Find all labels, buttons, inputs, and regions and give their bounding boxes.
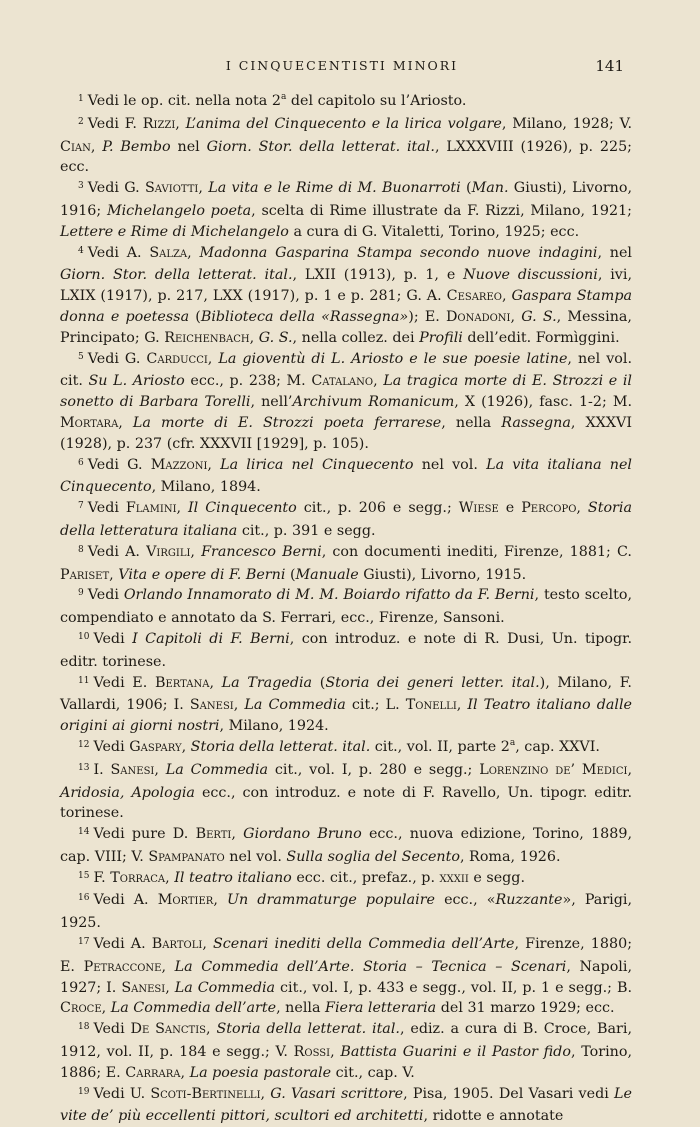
footnote-text: Vedi A. xyxy=(93,936,152,953)
italic-title: Giorn. Stor. della letterat. ital. xyxy=(60,267,293,284)
footnote xyxy=(60,760,632,824)
italic-title: Il Cinquecento xyxy=(188,500,297,517)
footnote-text: , xyxy=(260,1085,271,1102)
footnote xyxy=(60,868,632,891)
footnote-text: , xyxy=(209,674,222,691)
italic-title: Le vite de’ più eccellenti pittori, scultori ed architetti xyxy=(60,1085,632,1125)
footnote-text: Vedi U. xyxy=(93,1085,151,1102)
footnote-number: 2 xyxy=(78,116,84,127)
italic-title: Lettere e Rime di Michelangelo xyxy=(60,223,289,240)
italic-title: Giordano Bruno xyxy=(243,826,362,843)
footnote-number: 10 xyxy=(78,631,90,642)
footnote-text: , xyxy=(202,936,213,953)
italic-title: Storia della letterat. ital. xyxy=(216,1021,400,1038)
italic-title: Francesco Berni xyxy=(201,543,322,560)
footnote-text: ecc., « xyxy=(435,892,496,909)
footnote-text: Vedi A. xyxy=(93,892,158,909)
footnote-text: dell’edit. Formìggini. xyxy=(462,329,620,346)
author-name: Carrara xyxy=(125,1064,181,1081)
footnote-text: Giusti), Livorno, 1916; xyxy=(60,180,633,219)
author-name: Scoti-Bertinelli xyxy=(150,1085,261,1102)
footnote-text: , Roma, 1926. xyxy=(459,848,561,865)
italic-title: Vita e opere di F. Berni xyxy=(118,566,286,583)
footnote-text: cit., vol. II, parte 2 xyxy=(370,738,510,755)
page-number: 141 xyxy=(595,57,624,75)
footnote-text: ( xyxy=(285,566,296,583)
footnote-text: Vedi G. xyxy=(87,180,145,197)
author-name: Sanesi xyxy=(110,761,155,778)
footnote xyxy=(60,455,632,499)
footnote-text: Vedi xyxy=(93,738,130,755)
italic-title: Storia dei generi letter. ital. xyxy=(325,674,540,691)
footnote xyxy=(60,498,632,542)
italic-title: Aridosia, Apologia xyxy=(60,784,195,801)
footnote-text: , xyxy=(576,500,588,517)
footnote-text: , xyxy=(101,1000,111,1017)
footnote-text: ); E. xyxy=(408,308,446,325)
italic-title: Madonna Gasparina Stampa secondo nuove indagini xyxy=(199,244,598,261)
footnote-number: 4 xyxy=(78,245,84,256)
footnote-number: 12 xyxy=(78,739,90,750)
italic-title: Archivum Romanicum xyxy=(292,394,455,411)
footnote-text: , xyxy=(165,979,175,996)
italic-title: La gioventù di L. Ariosto e le sue poesie latine xyxy=(218,350,568,367)
italic-title: Un drammaturge populaire xyxy=(226,892,435,909)
footnote-text: Vedi A. xyxy=(87,543,147,560)
italic-title: Man. xyxy=(471,180,509,197)
footnote-number: 8 xyxy=(78,544,84,555)
footnote-text: , nell’ xyxy=(250,394,293,411)
footnote-text: , xyxy=(249,329,259,346)
italic-title: Fiera letteraria xyxy=(325,1000,437,1017)
footnote-text: Vedi le op. cit. nella nota xyxy=(87,93,272,109)
italic-title: La poesia pastorale xyxy=(189,1064,332,1081)
footnote-text: ( xyxy=(189,308,201,325)
footnote-text: , xyxy=(207,350,219,367)
footnote-text: , ediz. a cura di B. Croce, Bari, 1912, vol. II, p. 184 e segg.; V. xyxy=(60,1021,632,1061)
author-name: Petraccone xyxy=(83,958,162,975)
footnote-text: , nel vol. cit. xyxy=(60,350,633,390)
footnote-text: , xyxy=(161,958,175,975)
footnote-text: e segg. xyxy=(468,869,526,886)
footnote-text: , cap. XXVI. xyxy=(515,738,600,755)
footnote-text: , xyxy=(233,697,245,714)
author-name: Bertana xyxy=(154,674,210,691)
footnote-number: 19 xyxy=(78,1086,90,1097)
footnote xyxy=(60,934,632,1019)
footnote xyxy=(60,1084,632,1127)
footnote-text: nel vol. xyxy=(224,848,287,865)
footnote xyxy=(60,585,632,629)
italic-title: Storia della letteratura italiana xyxy=(60,500,632,539)
footnote-text: , xyxy=(190,543,202,560)
footnote-text: a cura di G. Vitaletti, Torino, 1925; ecc. xyxy=(288,223,580,240)
italic-title: La Commedia xyxy=(165,761,269,778)
author-name: Bartoli xyxy=(151,936,203,953)
footnote-number: 15 xyxy=(78,870,90,881)
footnote xyxy=(60,1019,632,1083)
footnote-number: 6 xyxy=(78,457,84,468)
author-name: Cian xyxy=(60,138,91,155)
author-name: Lorenzino de’ Medici xyxy=(479,761,628,778)
footnote-text: ecc., p. 238; M. xyxy=(184,373,312,390)
author-name: Mortier xyxy=(157,892,214,909)
footnote-text: , xyxy=(176,500,189,517)
footnote-text: , LXXXVIII (1926), p. 225; ecc. xyxy=(60,138,632,176)
author-name: xxxii xyxy=(439,869,469,886)
footnote-text: , con documenti inediti, Firenze, 1881; C. xyxy=(321,543,632,560)
footnote xyxy=(60,673,632,737)
footnote-text: , xyxy=(456,697,468,714)
author-name: Sanesi xyxy=(121,979,166,996)
footnote-text: , testo scelto, compendiato e annotato da S. Ferrari, ecc., Firenze, Sansoni. xyxy=(60,587,632,627)
author-name: Flamini xyxy=(125,500,177,517)
author-name: Reichenbach xyxy=(164,329,250,346)
footnote-text: cit., p. 206 e segg.; xyxy=(296,500,459,517)
italic-title: La Commedia dell’Arte. Storia – Tecnica – Scenari xyxy=(174,958,567,975)
footnote xyxy=(60,890,632,934)
footnote-text: , con introduz. e note di R. Dusi, Un. tipogr. editr. torinese. xyxy=(60,630,632,670)
footnote-text: , Messina, Principato; G. xyxy=(60,308,632,346)
italic-title: Profili xyxy=(419,329,463,346)
author-name: Carducci xyxy=(146,350,208,367)
footnote-number: 18 xyxy=(78,1022,90,1033)
footnote-text: Vedi G. xyxy=(87,350,147,367)
footnote-text: , LXII (1913), p. 1, e xyxy=(292,267,464,284)
footnote xyxy=(60,349,632,455)
footnote-text: , xyxy=(181,738,191,755)
footnote-text: , xyxy=(175,115,186,132)
superscript: a xyxy=(509,738,516,749)
author-name: Donadoni xyxy=(445,308,511,325)
footnote-text: del 31 marzo 1929; ecc. xyxy=(436,1000,615,1017)
superscript: a xyxy=(280,92,287,103)
author-name: Wiese xyxy=(458,500,499,517)
footnote xyxy=(60,824,632,868)
italic-title: Il teatro italiano xyxy=(174,869,292,886)
author-name: Virgili xyxy=(146,543,191,560)
footnote-number: 1 xyxy=(78,94,84,104)
italic-title: Rassegna xyxy=(501,414,571,431)
italic-title: La vita italiana nel Cinquecento xyxy=(60,456,632,496)
italic-title: G. S. xyxy=(521,308,557,325)
italic-title: Ruzzante xyxy=(495,892,563,909)
author-name: Berti xyxy=(195,826,232,843)
italic-title: G. S. xyxy=(258,329,293,346)
footnote-text: ), Milano, F. Vallardi, 1906; I. xyxy=(60,674,632,714)
author-name: Mortara xyxy=(60,414,119,431)
author-name: Pariset xyxy=(60,566,110,583)
footnote-text: , xyxy=(231,826,244,843)
footnote-text: , nella collez. dei xyxy=(292,329,420,346)
italic-title: Su L. Ariosto xyxy=(88,373,185,390)
footnote-text: , Torino, 1886; E. xyxy=(60,1044,633,1081)
footnote-text: , xyxy=(90,138,103,155)
footnote-text: , nella xyxy=(276,1000,326,1017)
footnote-text: , Milano, 1928; V. xyxy=(501,115,633,132)
italic-title: La Commedia xyxy=(174,979,276,996)
footnote-text: , xyxy=(510,308,522,325)
italic-title: La lirica nel Cinquecento xyxy=(220,456,414,473)
footnote-text: Vedi A. xyxy=(87,244,150,261)
footnote-text: cit.; L. xyxy=(345,697,406,714)
italic-title: Sulla soglia del Secento xyxy=(286,848,460,865)
footnote-text: , X (1926), fasc. 1-2; M. xyxy=(454,394,633,411)
footnote-number: 17 xyxy=(78,937,90,948)
footnote-text: cit., vol. I, p. 433 e segg., vol. II, p. 1 e segg.; B. xyxy=(275,979,633,996)
italic-title: L’anima del Cinquecento e la lirica volgare xyxy=(185,115,502,132)
footnote-text: 2 xyxy=(271,93,281,109)
footnote-text: Vedi xyxy=(87,500,126,517)
footnote-text: Vedi xyxy=(93,1021,131,1038)
footnote-text: , ivi, LXIX (1917), p. 217, LXX (1917), p. 1 e p. 281; G. A. xyxy=(60,267,632,305)
italic-title: I Capitoli di F. Berni xyxy=(132,630,290,647)
italic-title: Storia della letterat. ital. xyxy=(190,738,371,755)
author-name: Salza xyxy=(149,244,188,261)
footnote-text: , xyxy=(154,761,166,778)
italic-title: Biblioteca della «Rassegna» xyxy=(200,308,409,325)
italic-title: P. Bembo xyxy=(102,138,171,155)
footnote-text: , Napoli, 1927; I. xyxy=(60,958,632,996)
footnote-text: Vedi pure D. xyxy=(93,826,196,843)
footnote-text: , xyxy=(118,414,133,431)
italic-title: La morte di E. Strozzi poeta ferrarese xyxy=(132,414,442,431)
author-name: Sanesi xyxy=(189,697,234,714)
author-name: Rizzi xyxy=(142,115,176,132)
footnote xyxy=(60,91,632,114)
author-name: Cesareo xyxy=(446,288,502,305)
footnote-text: nel xyxy=(170,138,207,155)
footnote-text: cit., cap. V. xyxy=(331,1064,415,1081)
footnote-text: Vedi xyxy=(93,630,133,647)
italic-title: G. Vasari scrittore xyxy=(270,1085,404,1102)
footnote-text: , xyxy=(165,869,175,886)
footnote-number: 9 xyxy=(78,588,84,599)
footnote-text: , nella xyxy=(441,414,502,431)
author-name: Tonelli xyxy=(405,697,457,714)
italic-title: La Tragedia xyxy=(221,674,313,691)
footnote-text: , scelta di Rime illustrate da F. Rizzi, Milano, 1921; xyxy=(251,202,632,219)
footnote xyxy=(60,178,632,242)
author-name: Catalano xyxy=(311,373,374,390)
footnote-text: ( xyxy=(312,674,326,691)
footnote-text: , Firenze, 1880; E. xyxy=(60,936,633,975)
footnote-text: , ridotte e annotate xyxy=(423,1108,564,1125)
footnote-text: cit., vol. I, p. 280 e segg.; xyxy=(268,761,480,778)
footnote-text: , xyxy=(627,761,632,778)
author-name: Rossi xyxy=(293,1044,331,1061)
footnote-number: 14 xyxy=(78,827,90,838)
footnote-text: , xyxy=(213,892,227,909)
footnote-text: , Milano, 1924. xyxy=(219,718,329,735)
footnote-text: , Milano, 1894. xyxy=(151,479,261,496)
italic-title: La tragica morte di E. Strozzi e il sonetto di Barbara Torelli xyxy=(60,373,632,411)
footnote-text: del capitolo su l’Ariosto. xyxy=(286,93,467,109)
italic-title: Orlando Innamorato di M. M. Boiardo rifatto da F. Berni xyxy=(123,587,535,604)
footnote-text: cit., p. 391 e segg. xyxy=(237,522,376,539)
footnote-text: , xyxy=(109,566,119,583)
italic-title: La vita e le Rime di M. Buonarroti xyxy=(208,180,461,197)
footnote-text: ( xyxy=(460,180,472,197)
footnote-text: Vedi E. xyxy=(93,674,155,691)
running-title: I CINQUECENTISTI MINORI xyxy=(225,58,459,73)
author-name: De Sanctis xyxy=(130,1021,207,1038)
footnote xyxy=(60,542,632,586)
italic-title: Michelangelo poeta xyxy=(106,202,252,219)
footnote-text: », Parigi, 1925. xyxy=(60,892,632,932)
footnote-text: ecc. cit., prefaz., p. xyxy=(291,869,440,886)
author-name: Gaspary xyxy=(129,738,182,755)
author-name: Torraca xyxy=(110,869,166,886)
footnote-text: Vedi G. xyxy=(87,456,151,473)
author-name: Mazzoni xyxy=(150,456,208,473)
footnote-text: Vedi F. xyxy=(87,115,143,132)
italic-title: Battista Guarini e il Pastor fido xyxy=(340,1044,571,1061)
footnote-text: e xyxy=(498,500,522,517)
italic-title: Gaspara Stampa donna e poetessa xyxy=(60,288,633,325)
italic-title: Manuale xyxy=(295,566,359,583)
footnote-number: 5 xyxy=(78,351,84,362)
italic-title: Giorn. Stor. della letterat. ital. xyxy=(206,138,435,155)
footnote-text: ecc., nuova edizione, Torino, 1889, cap. VIII; V. xyxy=(60,826,632,865)
italic-title: Scenari inediti della Commedia dell’Arte xyxy=(212,936,515,953)
footnote-text: I. xyxy=(93,761,111,778)
footnotes-list xyxy=(60,91,632,1127)
footnote-text: , Pisa, 1905. Del Vasari vedi xyxy=(403,1085,615,1102)
page-header xyxy=(60,58,624,86)
italic-title: Nuove discussioni xyxy=(463,267,598,284)
footnote xyxy=(60,243,632,349)
footnote-text: , xyxy=(501,288,512,305)
footnote-text: , xyxy=(373,373,384,390)
italic-title: La Commedia xyxy=(244,697,346,714)
footnote-text: nel vol. xyxy=(413,456,487,473)
author-name: Spampanato xyxy=(148,848,225,865)
footnote-number: 7 xyxy=(78,501,84,512)
italic-title: La Commedia dell’arte xyxy=(110,1000,277,1017)
footnote-text: , xyxy=(198,180,209,197)
footnote xyxy=(60,114,632,178)
footnote-number: 3 xyxy=(78,181,84,192)
footnote-number: 13 xyxy=(78,762,90,773)
footnote-text: , xyxy=(180,1064,190,1081)
footnote-text: Vedi xyxy=(87,587,124,604)
footnote-text: , xyxy=(330,1044,341,1061)
author-name: Percopo xyxy=(521,500,577,517)
footnote-text: , xyxy=(207,456,221,473)
footnote-text: , XXXVI (1928), p. 237 (cfr. XXXVII [1929], p. 105). xyxy=(60,414,632,452)
italic-title: Il Teatro italiano dalle origini ai giorni nostri xyxy=(60,697,632,735)
footnote-text: F. xyxy=(93,869,111,886)
footnote-text: , xyxy=(206,1021,217,1038)
footnote-text: Giusti), Livorno, 1915. xyxy=(358,566,527,583)
footnote-number: 16 xyxy=(78,893,90,904)
footnote-text: ecc., con introduz. e note di F. Ravello, Un. tipogr. editr. torinese. xyxy=(60,784,632,822)
footnote xyxy=(60,629,632,673)
author-name: Saviotti xyxy=(145,180,199,197)
footnote xyxy=(60,737,632,760)
author-name: Croce xyxy=(60,1000,102,1017)
footnote-text: , xyxy=(187,244,200,261)
footnote-number: 11 xyxy=(78,675,90,686)
footnote-text: , nel xyxy=(597,244,632,261)
